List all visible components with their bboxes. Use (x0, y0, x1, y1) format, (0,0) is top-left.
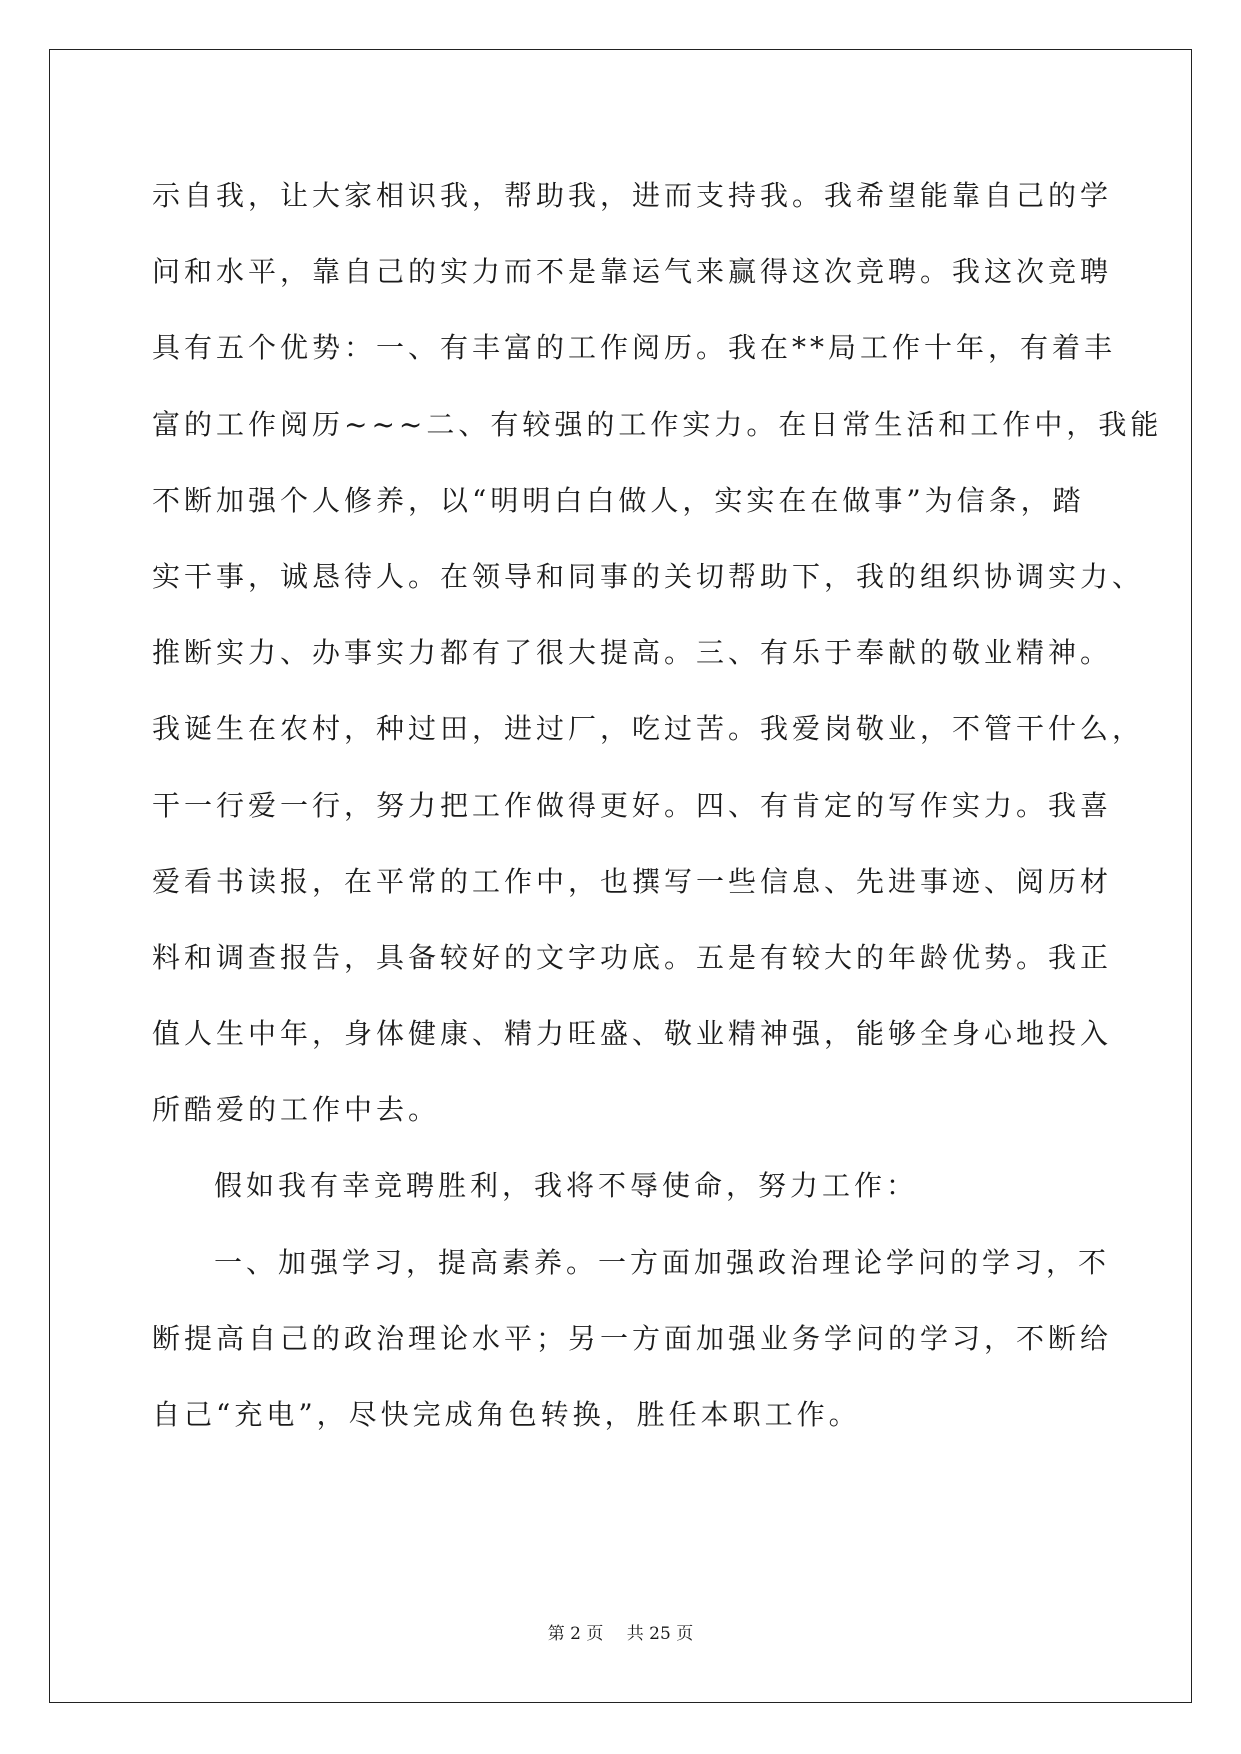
text-line: 料和调查报告，具备较好的文字功底。五是有较大的年龄优势。我正 (152, 940, 1113, 974)
text-line-indented: 一、加强学习，提高素养。一方面加强政治理论学问的学习，不 (214, 1245, 1111, 1279)
text-line: 断提高自己的政治理论水平；另一方面加强业务学问的学习，不断给 (152, 1321, 1113, 1355)
page-number: 第 2 页 (547, 1624, 604, 1644)
text-line: 干一行爱一行，努力把工作做得更好。四、有肯定的写作实力。我喜 (152, 788, 1113, 822)
total-pages: 共 25 页 (626, 1624, 694, 1644)
text-line: 具有五个优势：一、有丰富的工作阅历。我在**局工作十年，有着丰 (152, 331, 1117, 365)
page-footer (0, 1624, 1241, 1644)
text-line: 推断实力、办事实力都有了很大提高。三、有乐于奉献的敬业精神。 (152, 636, 1113, 670)
text-line: 富的工作阅历~~~二、有较强的工作实力。在日常生活和工作中，我能 (152, 407, 1163, 441)
text-line: 问和水平，靠自己的实力而不是靠运气来赢得这次竞聘。我这次竞聘 (152, 255, 1113, 289)
text-line: 值人生中年，身体健康、精力旺盛、敬业精神强，能够全身心地投入 (152, 1017, 1113, 1051)
text-line-indented: 假如我有幸竞聘胜利，我将不辱使命，努力工作： (214, 1169, 919, 1203)
document-body (152, 158, 1163, 1453)
text-line: 不断加强个人修养，以“明明白白做人，实实在在做事”为信条，踏 (152, 483, 1085, 517)
text-line: 所酷爱的工作中去。 (152, 1093, 441, 1127)
text-line: 我诞生在农村，种过田，进过厂，吃过苦。我爱岗敬业，不管干什么， (152, 712, 1145, 746)
text-line: 示自我，让大家相识我，帮助我，进而支持我。我希望能靠自己的学 (152, 179, 1113, 212)
text-line: 爱看书读报，在平常的工作中，也撰写一些信息、先进事迹、阅历材 (152, 864, 1113, 898)
text-line: 实干事，诚恳待人。在领导和同事的关切帮助下，我的组织协调实力、 (152, 559, 1145, 593)
text-line: 自己“充电”，尽快完成角色转换，胜任本职工作。 (152, 1398, 861, 1431)
